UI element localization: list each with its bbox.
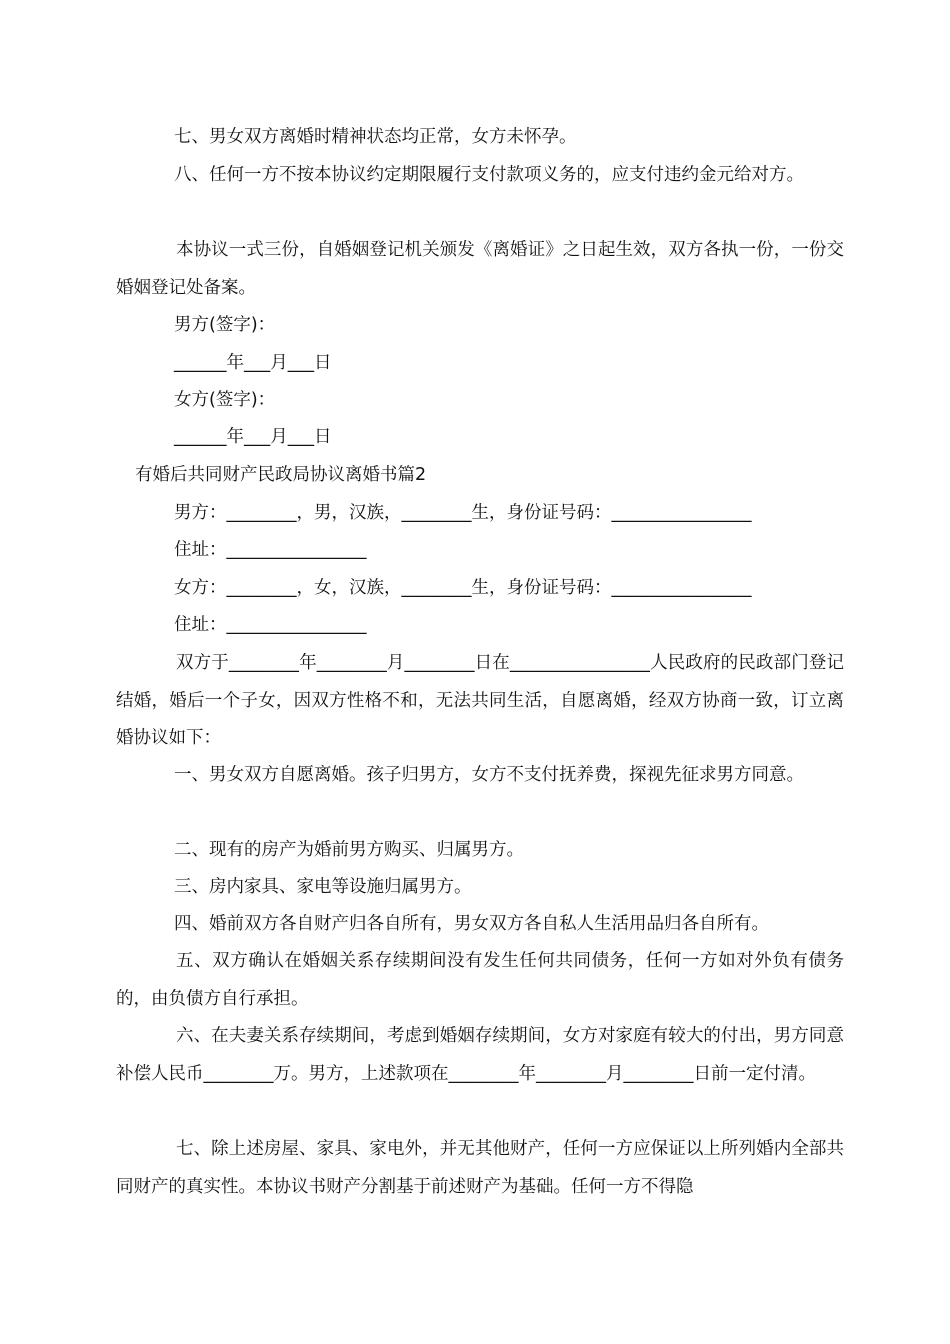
intro-paragraph: 双方于________年________月________日在________________人民政府的民政部门登记结婚，婚后一个子女，因双方性格不和，无法共同生活，自愿离婚，经双方协商一致，订立离婚协议如下： — [116, 653, 844, 748]
section-title: 有婚后共同财产民政局协议离婚书篇2 — [135, 465, 427, 485]
male-signature-line: 男方(签字)： — [174, 315, 276, 335]
clause-one: 一、男女双方自愿离婚。孩子归男方，女方不支付抚养费，探视先征求男方同意。 — [174, 765, 804, 785]
female-date-line: ______年___月___日 — [174, 427, 332, 447]
clause-seven-previous: 七、男女双方离婚时精神状态均正常，女方未怀孕。 — [174, 127, 577, 147]
female-signature-line: 女方(签字)： — [174, 390, 276, 410]
copies-clause: 本协议一式三份，自婚姻登记机关颁发《离婚证》之日起生效，双方各执一份，一份交婚姻登记处备案。 — [116, 240, 844, 298]
female-info-line: 女方：________，女，汉族，________生，身份证号码：________________ — [174, 578, 752, 598]
female-address-line: 住址：________________ — [174, 615, 367, 635]
male-info-line: 男方：________，男，汉族，________生，身份证号码：________________ — [174, 503, 752, 523]
clause-two: 二、现有的房产为婚前男方购买、归属男方。 — [174, 840, 524, 860]
male-date-line: ______年___月___日 — [174, 353, 332, 373]
male-address-line: 住址：________________ — [174, 540, 367, 560]
clause-five: 五、双方确认在婚姻关系存续期间没有发生任何共同债务，任何一方如对外负有债务的，由负债方自行承担。 — [116, 951, 844, 1009]
clause-four: 四、婚前双方各自财产归各自所有，男女双方各自私人生活用品归各自所有。 — [174, 914, 769, 934]
clause-eight-previous: 八、任何一方不按本协议约定期限履行支付款项义务的，应支付违约金元给对方。 — [174, 165, 804, 185]
clause-three: 三、房内家具、家电等设施归属男方。 — [174, 877, 472, 897]
clause-six: 六、在夫妻关系存续期间，考虑到婚姻存续期间，女方对家庭有较大的付出，男方同意补偿人民币________万。男方，上述款项在________年________月________日前一定付清。 — [116, 1026, 844, 1084]
clause-seven: 七、除上述房屋、家具、家电外，并无其他财产，任何一方应保证以上所列婚内全部共同财产的真实性。本协议书财产分割基于前述财产为基础。任何一方不得隐 — [116, 1139, 844, 1197]
